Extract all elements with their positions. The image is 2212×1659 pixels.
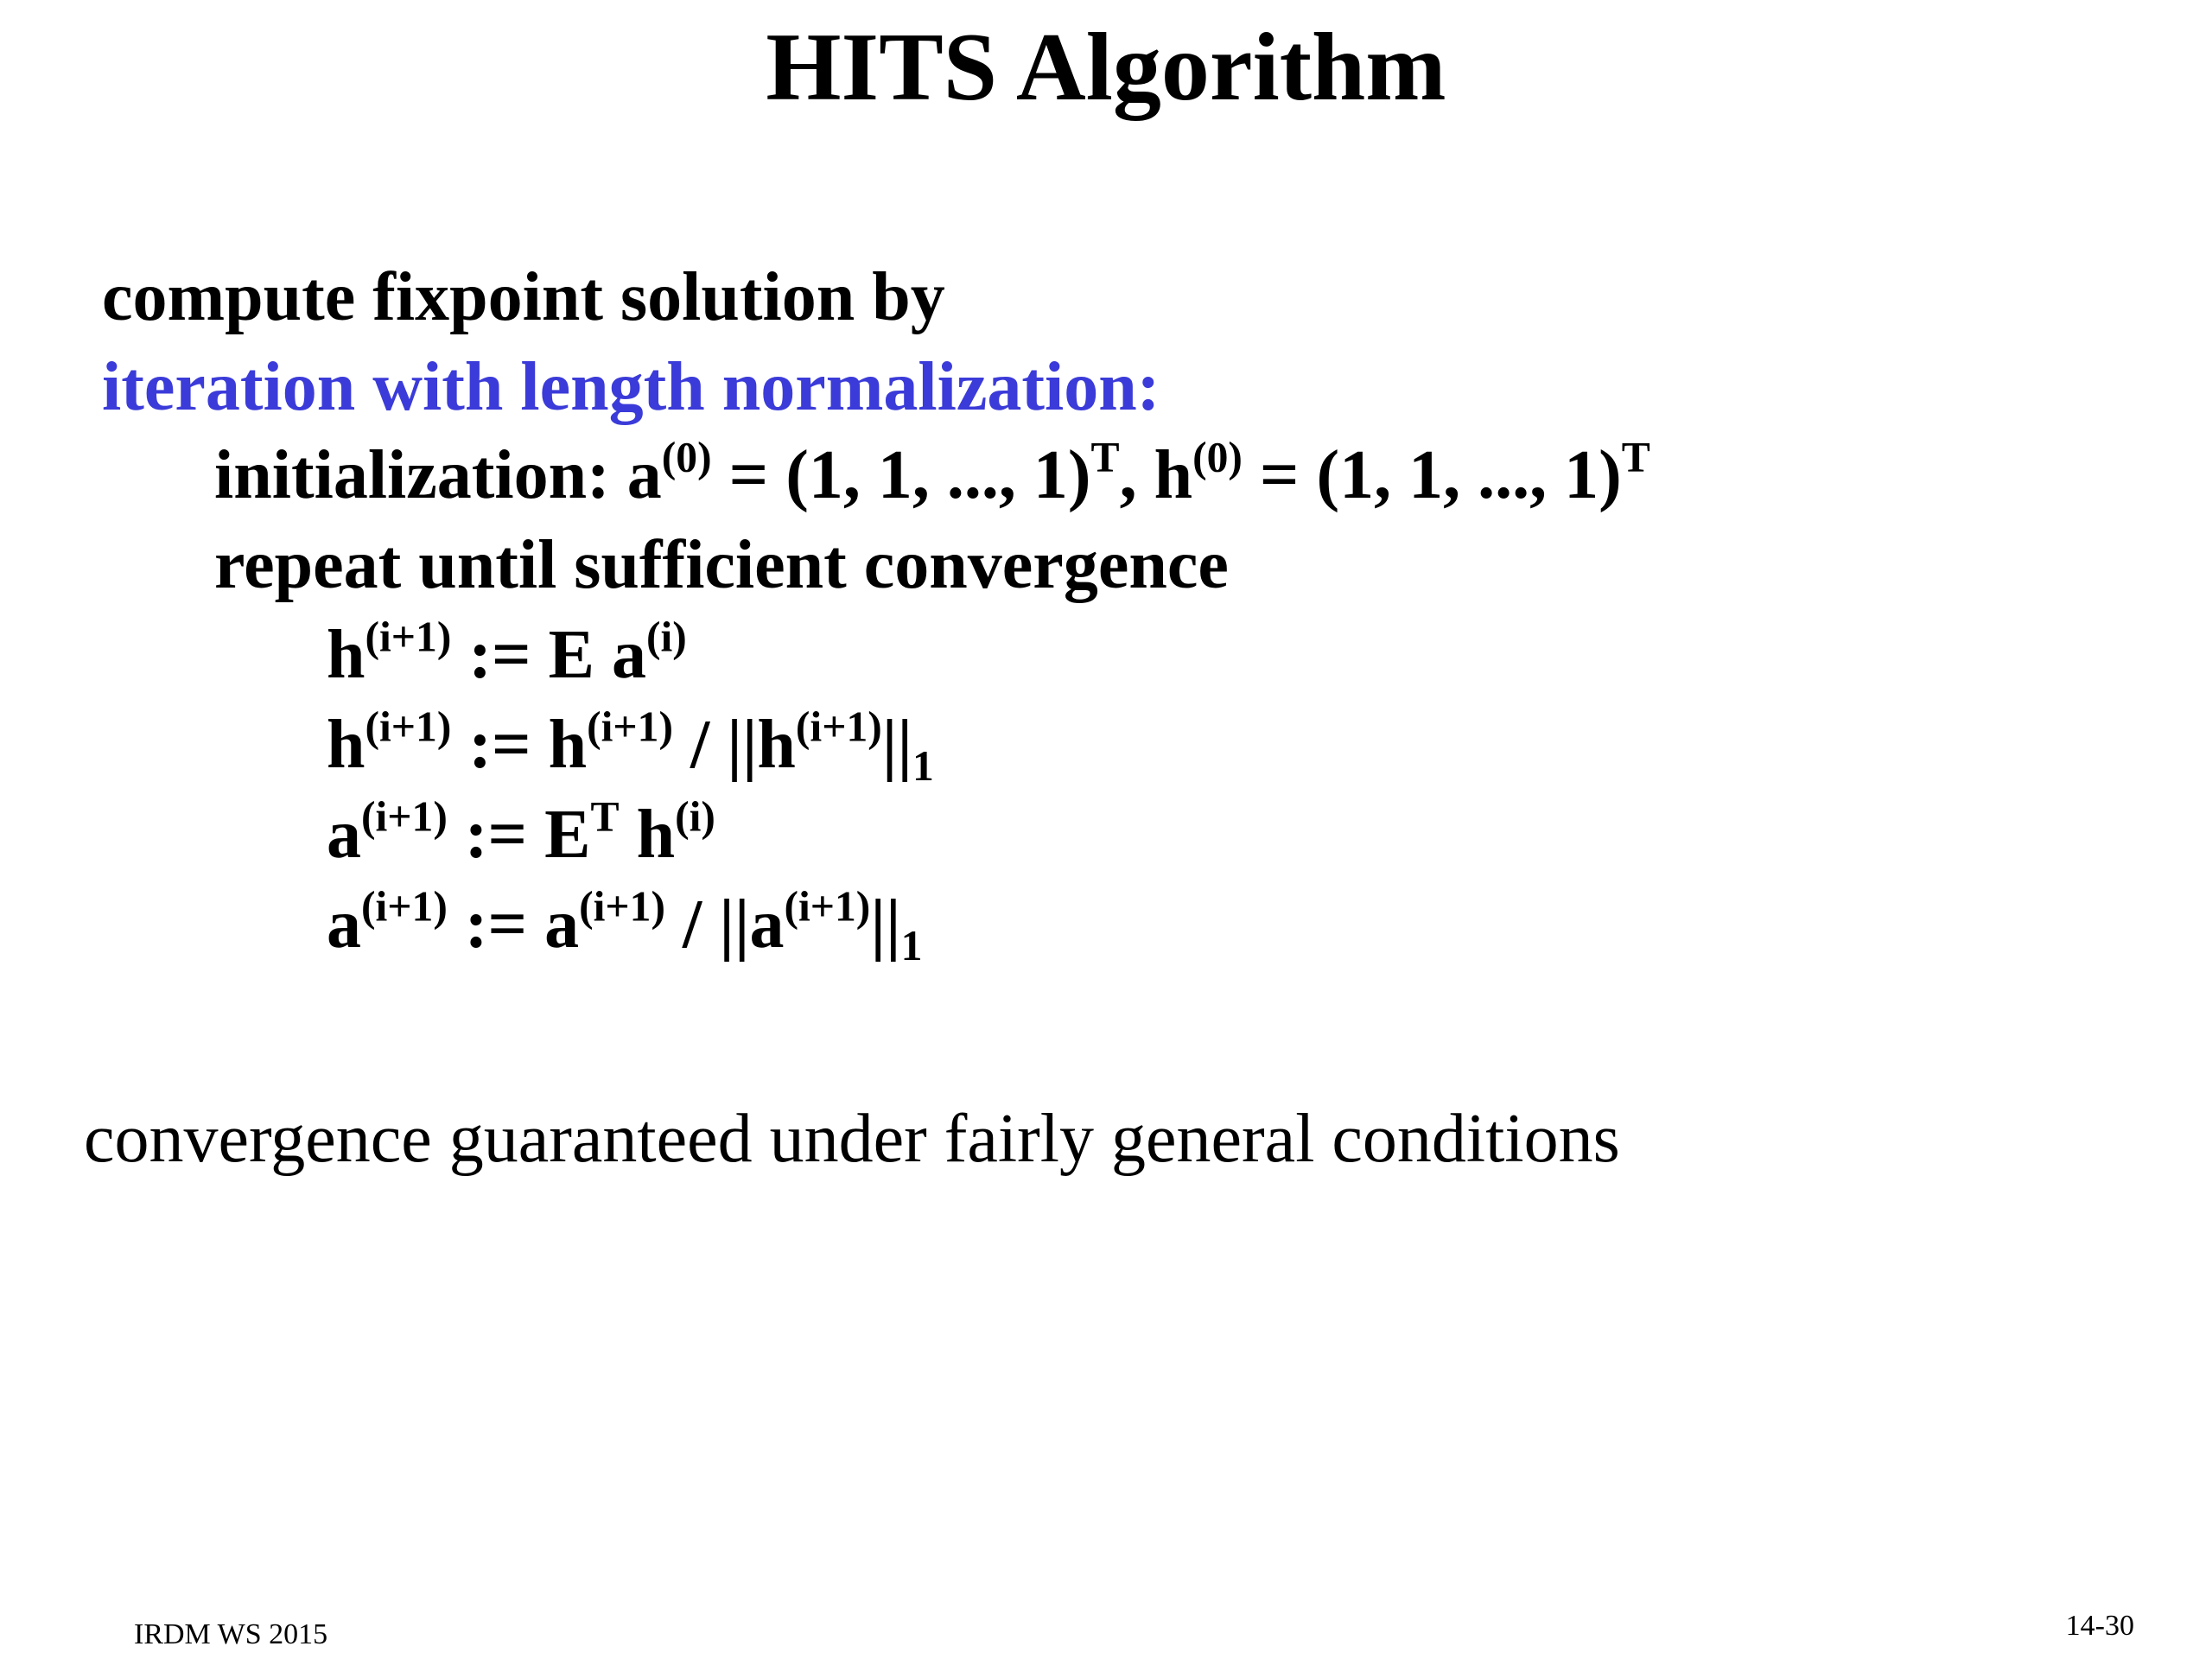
formula-subscript: 1 [900,921,923,969]
formula-text: := E [447,797,591,873]
repeat-line-text [214,527,1229,603]
hub-update-formula-text [327,613,687,693]
formula-superscript: (i+1) [795,702,882,751]
authority-normalize-formula-text [327,882,923,969]
intro-line: compute fixpoint solution by [102,259,945,335]
formula-superscript: (0) [1192,433,1243,481]
formula-superscript: T [590,792,620,841]
authority-update-formula-text [327,792,715,873]
formula-text: h [619,797,676,873]
formula-text: h [327,617,365,693]
formula-text: repeat until sufficient convergence [214,527,1229,603]
intro-line-highlight: iteration with length normalization: [102,349,1160,425]
formula-text: h [327,707,365,783]
formula-text: || [870,887,901,963]
slide-number: 14-30 [2065,1610,2134,1642]
formula-text: initialization: a [214,437,662,513]
convergence-remark: convergence guaranteed under fairly general conditions [84,1101,1620,1177]
formula-superscript: (i+1) [365,613,452,661]
hub-normalize-formula-text [327,702,934,790]
authority-update-formula [327,791,715,878]
formula-text: := a [447,887,580,963]
initialization-formula-text [214,433,1650,513]
formula-superscript: (i) [675,792,715,841]
formula-text: = (1, 1, ..., 1) [711,437,1091,513]
slide-title: HITS Algorithm [766,14,1446,121]
repeat-line [214,522,1229,608]
formula-text: / ||a [664,887,785,963]
formula-superscript: (i) [645,613,687,661]
formula-text: , h [1119,437,1193,513]
formula-superscript: T [1090,433,1120,481]
formula-superscript: (i+1) [587,702,673,751]
initialization-formula [214,432,1650,518]
formula-text: a [327,887,361,963]
formula-superscript: (i+1) [784,882,871,931]
formula-subscript: 1 [912,741,934,790]
formula-superscript: (i+1) [579,882,665,931]
formula-text: := E a [451,617,646,693]
formula-superscript: T [1621,433,1650,481]
formula-text: || [881,707,913,783]
hub-update-formula [327,612,687,698]
formula-superscript: (i+1) [361,792,448,841]
formula-superscript: (i+1) [365,702,452,751]
formula-superscript: (i+1) [361,882,448,931]
hub-normalize-formula [327,702,934,788]
footer-course-label: IRDM WS 2015 [134,1618,328,1650]
formula-text: a [327,797,361,873]
authority-normalize-formula [327,881,922,968]
formula-superscript: (0) [661,433,712,481]
formula-text: / ||h [672,707,796,783]
formula-text: := h [451,707,588,783]
formula-text: = (1, 1, ..., 1) [1242,437,1622,513]
